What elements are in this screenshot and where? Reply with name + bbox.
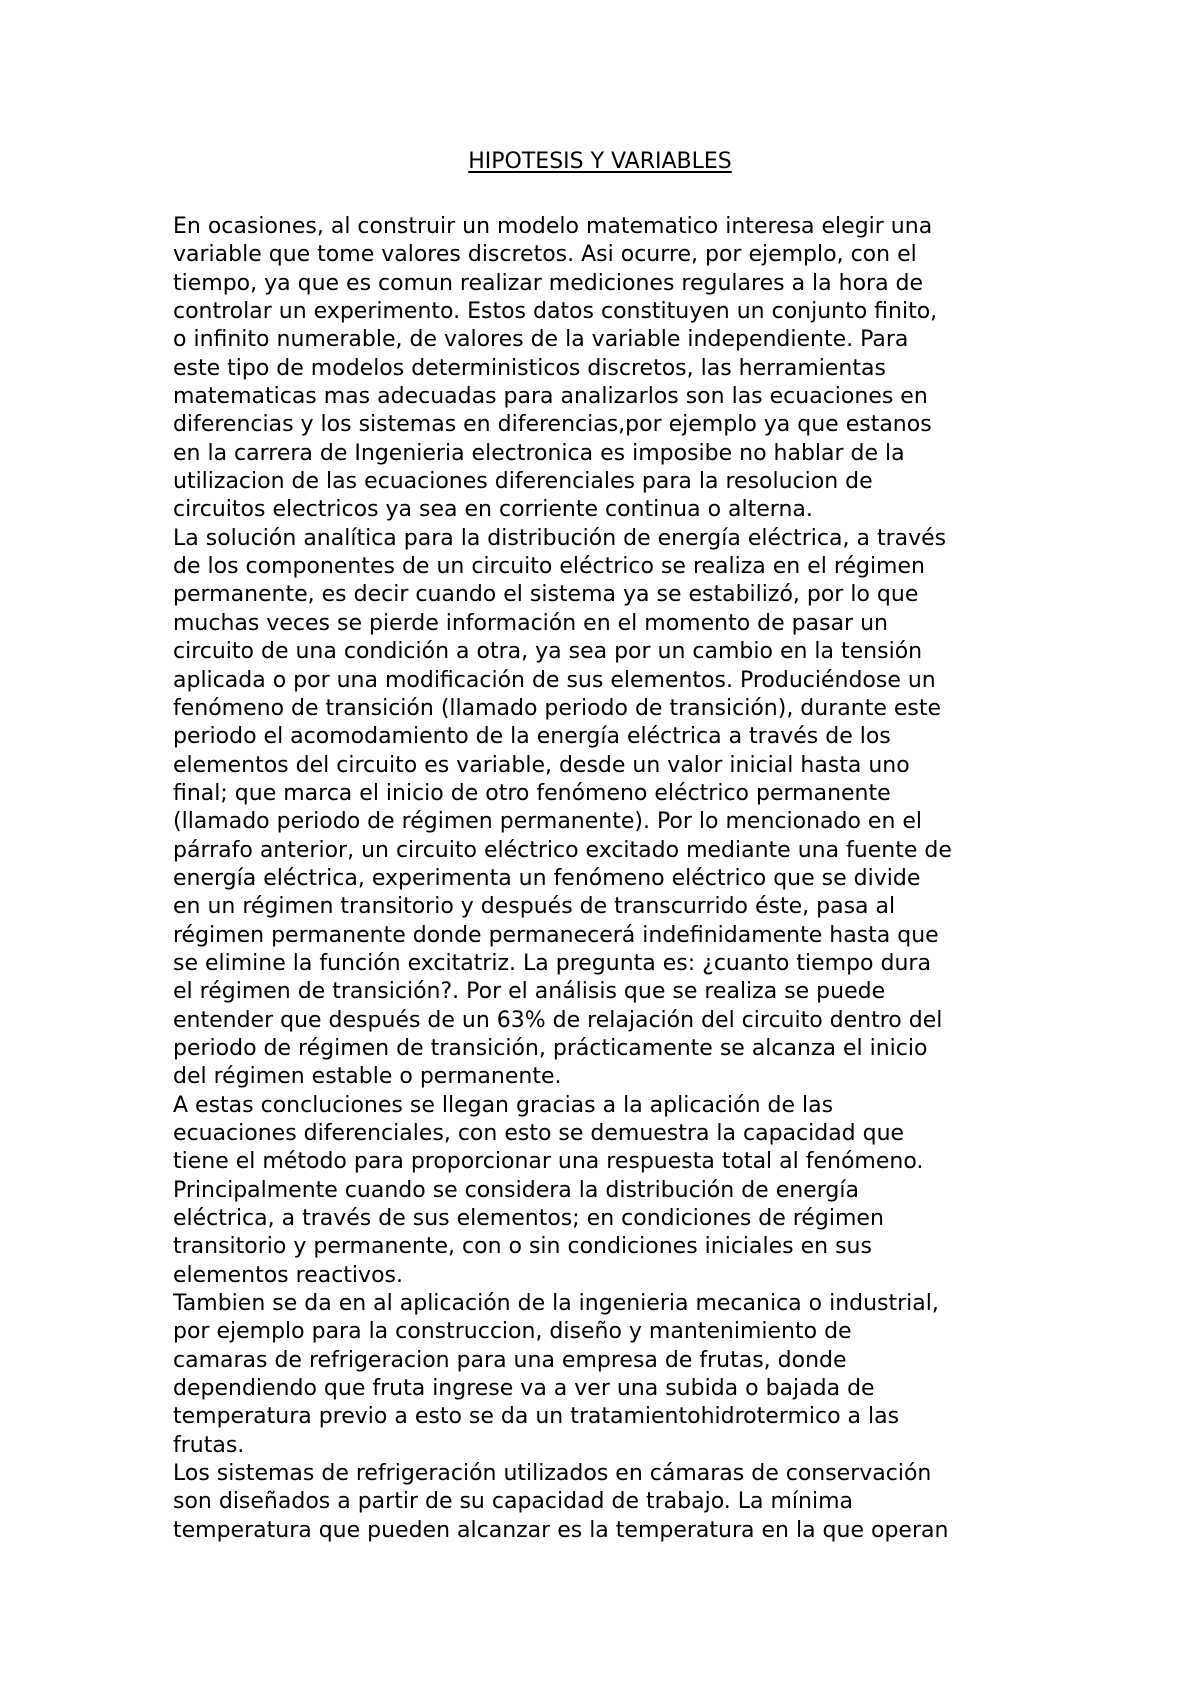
text-line: se elimine la función excitatriz. La pregunta es: ¿cuanto tiempo dura [173, 950, 931, 976]
text-line: circuito de una condición a otra, ya sea por un cambio en la tensión [173, 639, 923, 665]
document-body [173, 213, 1053, 1545]
text-line: Los sistemas de refrigeración utilizados en cámaras de conservación [173, 1461, 932, 1487]
text-line: controlar un experimento. Estos datos constituyen un conjunto finito, [173, 299, 938, 325]
text-line: frutas. [173, 1432, 245, 1458]
text-line: en un régimen transitorio y después de transcurrido éste, pasa al [173, 894, 896, 920]
text-line: tiempo, ya que es comun realizar mediciones regulares a la hora de [173, 270, 924, 296]
text-line: matematicas mas adecuadas para analizarlos son las ecuaciones en [173, 384, 928, 410]
text-line: periodo de régimen de transición, prácticamente se alcanza el inicio [173, 1035, 928, 1061]
text-line: energía eléctrica, experimenta un fenómeno eléctrico que se divide [173, 865, 921, 891]
text-line: permanente, es decir cuando el sistema ya se estabilizó, por lo que [173, 582, 919, 608]
text-line: camaras de refrigeracion para una empresa de frutas, donde [173, 1347, 847, 1373]
text-line: del régimen estable o permanente. [173, 1064, 562, 1090]
text-line: A estas concluciones se llegan gracias a la aplicación de las [173, 1092, 834, 1118]
text-line: párrafo anterior, un circuito eléctrico excitado mediante una fuente de [173, 837, 952, 863]
text-line: entender que después de un 63% de relajación del circuito dentro del [173, 1007, 943, 1033]
text-line: temperatura que pueden alcanzar es la temperatura en la que operan [173, 1517, 949, 1543]
text-line: régimen permanente donde permanecerá indefinidamente hasta que [173, 922, 939, 948]
text-line: (llamado periodo de régimen permanente). Por lo mencionado en el [173, 809, 923, 835]
text-line: o infinito numerable, de valores de la variable independiente. Para [173, 327, 909, 353]
text-line: este tipo de modelos deterministicos discretos, las herramientas [173, 355, 886, 381]
text-line: La solución analítica para la distribución de energía eléctrica, a través [173, 525, 947, 551]
text-line: muchas veces se pierde información en el momento de pasar un [173, 610, 888, 636]
text-line: en la carrera de Ingenieria electronica es imposibe no hablar de la [173, 440, 905, 466]
text-line: fenómeno de transición (llamado periodo de transición), durante este [173, 695, 942, 721]
text-line: eléctrica, a través de sus elementos; en condiciones de régimen [173, 1206, 884, 1232]
text-line: elementos reactivos. [173, 1262, 403, 1288]
text-line: el régimen de transición?. Por el análisis que se realiza se puede [173, 979, 886, 1005]
text-line: aplicada o por una modificación de sus elementos. Produciéndose un [173, 667, 936, 693]
text-line: de los componentes de un circuito eléctrico se realiza en el régimen [173, 554, 925, 580]
text-line: periodo el acomodamiento de la energía eléctrica a través de los [173, 724, 891, 750]
text-line: dependiendo que fruta ingrese va a ver una subida o bajada de [173, 1376, 875, 1402]
text-line: Principalmente cuando se considera la distribución de energía [173, 1177, 859, 1203]
text-line: diferencias y los sistemas en diferencias,por ejemplo ya que estanos [173, 412, 932, 438]
text-line: variable que tome valores discretos. Asi ocurre, por ejemplo, con el [173, 242, 917, 268]
text-line: elementos del circuito es variable, desde un valor inicial hasta uno [173, 752, 910, 778]
text-line: temperatura previo a esto se da un tratamientohidrotermico a las [173, 1404, 900, 1430]
text-line: tiene el método para proporcionar una respuesta total al fenómeno. [173, 1149, 924, 1175]
text-line: circuitos electricos ya sea en corriente continua o alterna. [173, 497, 813, 523]
text-line: utilizacion de las ecuaciones diferenciales para la resolucion de [173, 469, 873, 495]
text-line: transitorio y permanente, con o sin condiciones iniciales en sus [173, 1234, 872, 1260]
text-line: Tambien se da en al aplicación de la ingenieria mecanica o industrial, [173, 1291, 939, 1317]
text-line: En ocasiones, al construir un modelo matematico interesa elegir una [173, 214, 933, 239]
page-title: HIPOTESIS Y VARIABLES [468, 149, 732, 174]
text-line: final; que marca el inicio de otro fenómeno eléctrico permanente [173, 780, 891, 806]
text-line: ecuaciones diferenciales, con esto se demuestra la capacidad que [173, 1121, 905, 1146]
text-line: por ejemplo para la construccion, diseño y mantenimiento de [173, 1319, 852, 1345]
text-line: son diseñados a partir de su capacidad de trabajo. La mínima [173, 1489, 854, 1515]
